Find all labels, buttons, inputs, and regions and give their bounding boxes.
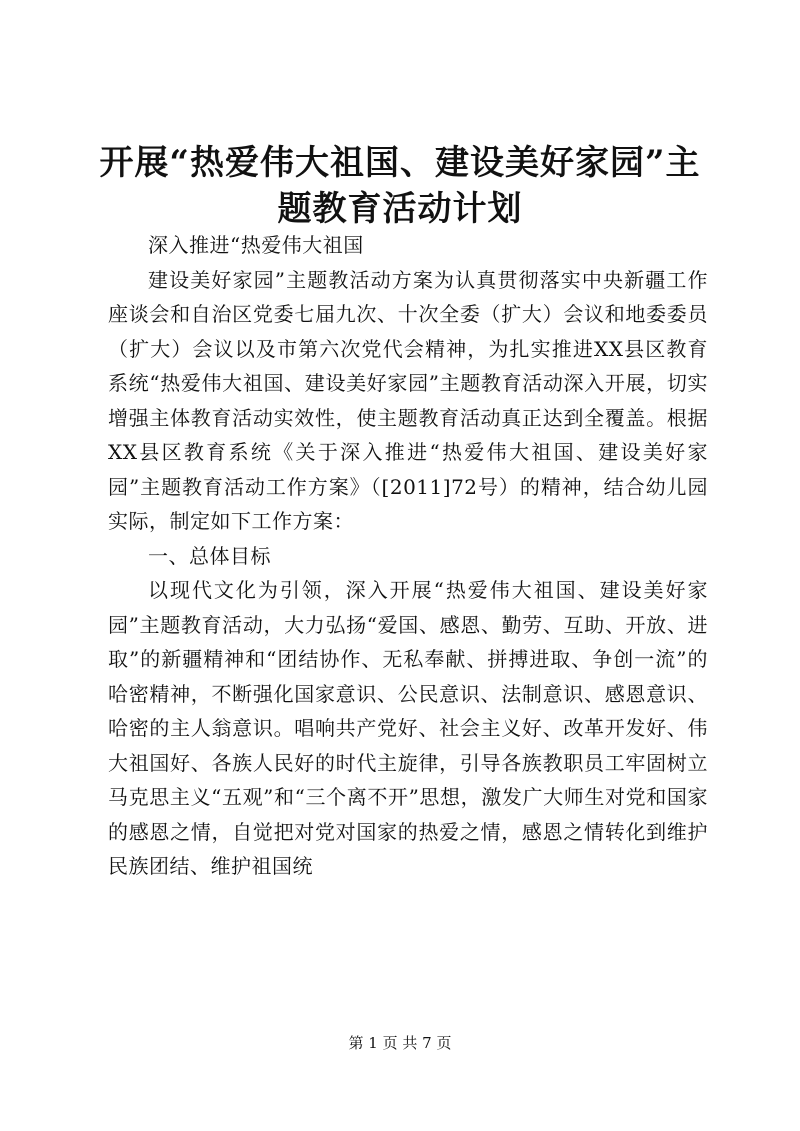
paragraph-background: 建设美好家园”主题教活动方案为认真贯彻落实中央新疆工作座谈会和自治区党委七届九次、十次全委（扩大）会议和地委委员（扩大）会议以及市第六次党代会精神，为扎实推进XX县区教育系统“热爱伟大祖国、建设美好家园”主题教育活动深入开展，切实增强主体教育活动实效性，使主题教育活动真正达到全覆盖。根据XX县区教育系统《关于深入推进“热爱伟大祖国、建设美好家园”主题教育活动工作方案》（[2011]72号）的精神，结合幼儿园实际，制定如下工作方案： (108, 267, 708, 533)
page-number: 第 1 页 共 7 页 (348, 1034, 452, 1052)
paragraph-overall-goal: 以现代文化为引领，深入开展“热爱伟大祖国、建设美好家园”主题教育活动，大力弘扬“爱国、感恩、勤劳、互助、开放、进取”的新疆精神和“团结协作、无私奉献、拼搏进取、争创一流”的哈密精神，不断强化国家意识、公民意识、法制意识、感恩意识、哈密的主人翁意识。唱响共产党好、社会主义好、改革开发好、伟大祖国好、各族人民好的时代主旋律，引导各族教职员工牢固树立马克思主义“五观”和“三个离不开”思想，激发广大师生对党和国家的感恩之情，自觉把对党对国家的热爱之情，感恩之情转化到维护民族团结、维护祖国统 (108, 578, 708, 878)
section-heading-overall-goal: 一、总体目标 (148, 543, 271, 568)
document-title: 开展“热爱伟大祖国、建设美好家园”主题教育活动计划 (99, 143, 701, 229)
document-body (108, 228, 708, 884)
paragraph-intro-line: 深入推进“热爱伟大祖国 (148, 233, 364, 257)
